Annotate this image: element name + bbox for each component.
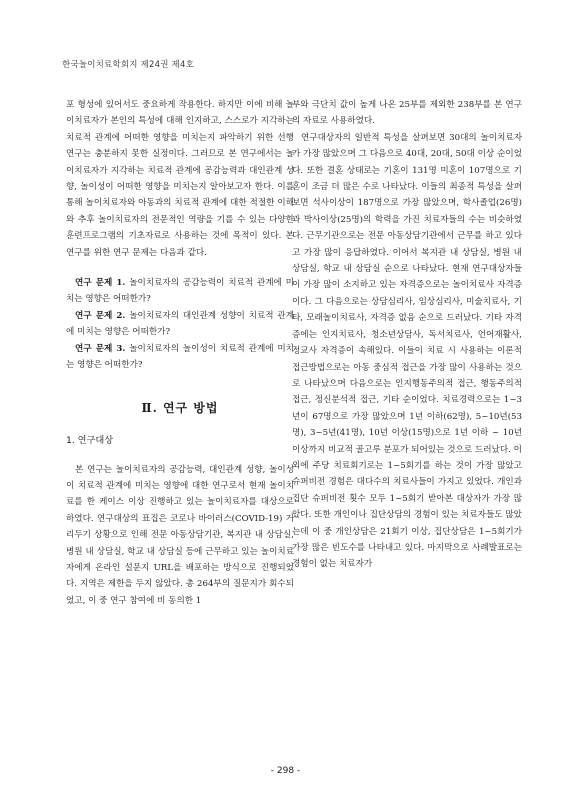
page-number: - 298 - [270,766,301,776]
subsection-title: 1. 연구대상 [66,434,114,446]
left-column [66,97,294,609]
right-paragraph-2: 연구대상자의 일반적 특성을 살펴보면 30대의 놀이치료자가 가장 많았으며 그 다음으로 40대, 20대, 50대 이상 순이었다. 또한 결혼 상태로는 기혼이 131명 미혼이 107명으로 기혼이 조금 더 많은 수로 나타났다. 이들의 최종적 특성을 살펴보면 석사이상이 187명으로 가장 많았으며, 학사졸업(26명)과 박사이상(25명)의 학력을 가진 치료자들의 수는 비슷하였다. 근무기관으로는 전문 아동상담기관에서 근무를 하고 있다고 가장 많이 응답하였다. 이어서 복지관 내 상담실, 병원 내 상담실, 학교 내 상담실 순으로 나타났다. 현재 연구대상자들이 가장 많이 소지하고 있는 자격증으로는 놀이치료사 자격증이다. 그 다음으로는 상담심리사, 임상심리사, 미술치료사, 기타, 모래놀이치료사, 자격증 없음 순으로 드러났다. 기타 자격증에는 인지치료사, 청소년상담사, 독서치료사, 언어재활사, 정교사 자격증이 속해있다. 이들이 치료 시 사용하는 이론적 접근방법으로는 아동 중심적 접근을 가장 많이 사용하는 것으로 나타났으며 다음으로는 인지행동주의적 접근, 행동주의적 접근, 정신분석적 접근, 기타 순이었다. 치료경력으로는 1~3년이 67명으로 가장 많았으며 1년 이하(62명), 5~10년(53명), 3~5년(41명), 10년 이상(15명)으로 1년 이하 ~ 10년 이상까지 비교적 골고루 분포가 되어있는 것으로 드러났다. 이 외에 주당 치료회기로는 1~5회기를 하는 것이 가장 많았고 슈퍼비전 경험은 대다수의 치료사들이 가지고 있었다. 개인과 집단 슈퍼비전 횟수 모두 1~5회기 받아본 대상자가 가장 많았다. 또한 개인이나 집단상담의 경험이 있는 치료자들도 많았는데 이 중 개인상담은 21회기 이상, 집단상담은 1~5회기가 가장 많은 빈도수를 나타내고 있다. 마지막으로 사례발표로는 경험이 없는 치료자가 [292,132,522,570]
right-column [292,97,522,573]
research-questions [66,275,294,373]
research-question-label: 연구 문제 1. [75,278,126,289]
running-header: 한국놀이치료학회지 제24권 제4호 [62,60,194,70]
research-question-label: 연구 문제 3. [75,343,126,354]
research-question-1 [66,275,294,308]
right-paragraph-1: 부와 극단치 값이 높게 나온 25부를 제외한 238부를 본 연구의 자료로 사용하였다. [292,100,522,127]
research-question-text: 놀이치료자의 놀이성이 치료적 관계에 미치는 영향은 어떠한가? [66,343,294,371]
method-paragraph: 본 연구는 놀이치료자의 공감능력, 대인관계 성향, 놀이성이 치료적 관계에 미치는 영향에 대한 연구로서 현재 놀이치료를 한 케이스 이상 진행하고 있는 놀이치료자를 대상으로 하였다. 연구대상의 표집은 코로나 바이러스(COVID-19) 거리두기 상황으로 인해 전문 아동상담기관, 복지관 내 상담실, 병원 내 상담실, 학교 내 상담실 등에 근무하고 있는 놀이치료자에게 온라인 설문지 URL을 배포하는 방식으로 진행되었다. 지역은 제한을 두지 않았다. 총 264부의 질문지가 회수되었고, 이 중 연구 참여에 비 동의한 1 [66,464,294,606]
research-question-label: 연구 문제 2. [75,310,126,321]
intro-paragraph: 포 형성에 있어서도 중요하게 작용한다. 하지만 이에 비해 놀이치료자가 본인의 특성에 대해 인지하고, 스스로가 지각하는 치료적 관계에 어떠한 영향을 미치는지 파악하기 위한 선행 연구는 충분하지 못한 실정이다. 그러므로 본 연구에서는 놀이치료자가 지각하는 치료적 관계에 공감능력과 대인관계 성향, 놀이성이 어떠한 영향을 미치는지 알아보고자 한다. 이를 통해 놀이치료자와 아동과의 치료적 관계에 대한 적절한 이해와 추후 놀이치료자의 전문적인 역량을 기를 수 있는 다양한 훈련프로그램의 기초자료로 사용하는 것에 목적이 있다. 본 연구를 위한 연구 문제는 다음과 같다. [66,100,294,258]
research-question-3 [66,341,294,374]
research-question-text: 놀이치료자의 공감능력이 치료적 관계에 미치는 영향은 어떠한가? [66,278,294,305]
research-question-text: 놀이치료자의 대인관계 성향이 치료적 관계에 미치는 영향은 어떠한가? [66,310,294,338]
section-title: Ⅱ. 연구 방법 [141,400,219,415]
research-question-2 [66,308,294,341]
